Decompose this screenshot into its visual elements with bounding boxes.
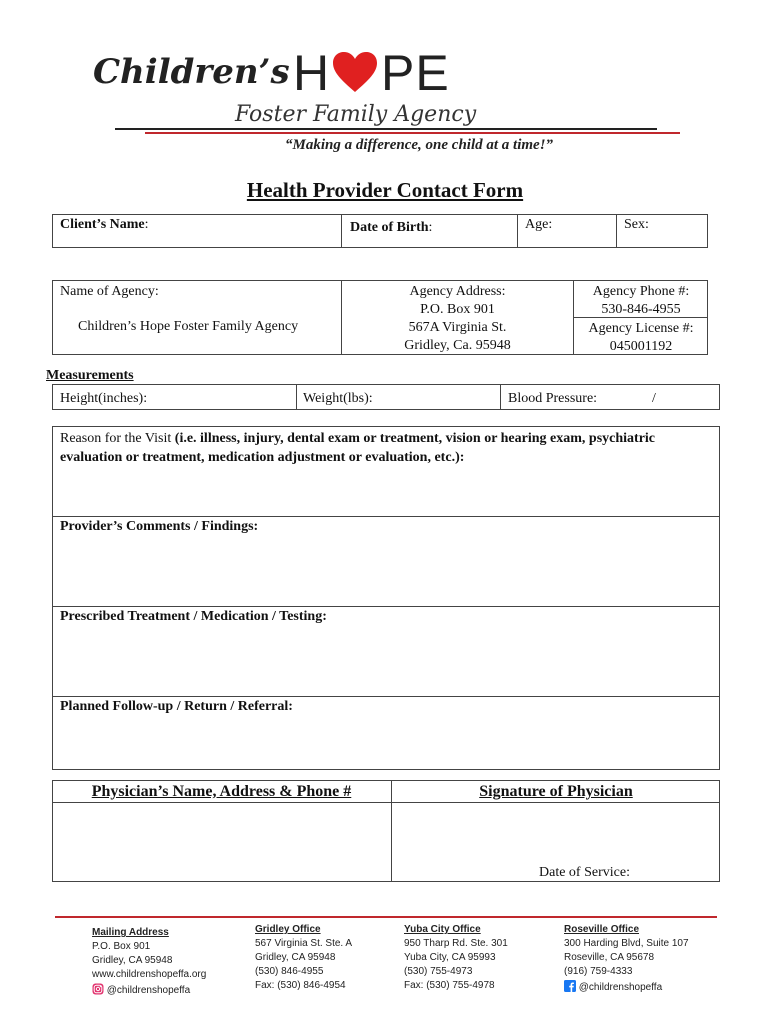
- agency-license-value: 045001192: [609, 339, 673, 354]
- instagram-icon: [92, 983, 104, 995]
- date-of-service-label: Date of Service:: [539, 865, 630, 880]
- agency-license-label: Agency License #:: [588, 321, 694, 336]
- logo-script-text: Children’s: [93, 52, 290, 92]
- logo-tagline: “Making a difference, one child at a time!”: [285, 137, 554, 153]
- mailing-line2: Gridley, CA 95948: [92, 955, 173, 966]
- yuba-heading: Yuba City Office: [404, 924, 481, 935]
- agency-address-line3: Gridley, Ca. 95948: [404, 338, 511, 353]
- yuba-line2: Yuba City, CA 95993: [404, 952, 496, 963]
- sex-label: Sex:: [624, 217, 649, 232]
- footer-gridley: [255, 923, 352, 993]
- gridley-fax: Fax: (530) 846-4954: [255, 980, 346, 991]
- planned-followup-label: Planned Follow-up / Return / Referral:: [60, 699, 293, 714]
- physician-info-field[interactable]: [53, 803, 391, 881]
- agency-logo: [85, 40, 685, 160]
- roseville-phone: (916) 759-4333: [564, 966, 633, 977]
- mailing-website[interactable]: www.childrenshopeffa.org: [92, 969, 207, 980]
- roseville-line2: Roseville, CA 95678: [564, 952, 655, 963]
- logo-underline-red: [145, 132, 680, 134]
- blood-pressure-slash: /: [652, 391, 656, 406]
- mailing-heading: Mailing Address: [92, 927, 169, 938]
- agency-address-line2: 567A Virginia St.: [408, 320, 507, 335]
- prescribed-treatment-label: Prescribed Treatment / Medication / Testing:: [60, 609, 327, 624]
- agency-address-block: [342, 283, 573, 355]
- logo-underline-black: [115, 128, 657, 130]
- blood-pressure-label: Blood Pressure:: [508, 391, 598, 406]
- age-label: Age:: [525, 217, 553, 232]
- reason-for-visit-label: Reason for the Visit (i.e. illness, injury, dental exam or treatment, vision or hearing exam, psychiatric evaluation or treatment, medication adjustment or evaluation, etc.):: [60, 431, 656, 465]
- instagram-link[interactable]: @childrenshopeffa: [92, 983, 206, 998]
- logo-hope-pe: PE: [381, 45, 450, 101]
- agency-address-label: Agency Address:: [409, 284, 506, 299]
- agency-phone-label: Agency Phone #:: [592, 284, 690, 299]
- heart-icon: [331, 50, 379, 94]
- facebook-link[interactable]: @childrenshopeffa: [564, 980, 689, 995]
- client-name-label: Client’s Name:: [60, 217, 149, 232]
- measurements-heading: Measurements: [46, 368, 134, 383]
- yuba-fax: Fax: (530) 755-4978: [404, 980, 495, 991]
- footer-rule: [55, 916, 717, 918]
- yuba-phone: (530) 755-4973: [404, 966, 473, 977]
- gridley-line2: Gridley, CA 95948: [255, 952, 336, 963]
- agency-name-label: Name of Agency:: [60, 284, 159, 299]
- agency-license-block: [574, 320, 708, 356]
- agency-name-value: Children’s Hope Foster Family Agency: [78, 319, 299, 334]
- weight-label: Weight(lbs):: [303, 391, 373, 406]
- logo-hope-h: H: [293, 45, 331, 101]
- gridley-heading: Gridley Office: [255, 924, 321, 935]
- roseville-heading: Roseville Office: [564, 924, 640, 935]
- gridley-line1: 567 Virginia St. Ste. A: [255, 938, 353, 949]
- logo-subtitle: Foster Family Agency: [235, 102, 477, 127]
- height-label: Height(inches):: [60, 391, 148, 406]
- footer-roseville: [564, 923, 689, 995]
- roseville-line1: 300 Harding Blvd, Suite 107: [564, 938, 689, 949]
- agency-address-line1: P.O. Box 901: [420, 302, 495, 317]
- physician-header: Physician’s Name, Address & Phone #: [91, 783, 352, 800]
- form-title: Health Provider Contact Form: [246, 178, 524, 202]
- mailing-line1: P.O. Box 901: [92, 941, 151, 952]
- gridley-phone: (530) 846-4955: [255, 966, 324, 977]
- agency-phone-value: 530-846-4955: [601, 302, 681, 317]
- footer-yuba-city: [404, 923, 508, 993]
- footer-mailing: [92, 926, 206, 998]
- agency-phone-block: [574, 283, 708, 319]
- facebook-icon: [564, 980, 576, 992]
- dob-label: Date of Birth:: [350, 220, 433, 235]
- provider-comments-label: Provider’s Comments / Findings:: [60, 519, 259, 534]
- yuba-line1: 950 Tharp Rd. Ste. 301: [404, 938, 508, 949]
- signature-header: Signature of Physician: [479, 783, 633, 800]
